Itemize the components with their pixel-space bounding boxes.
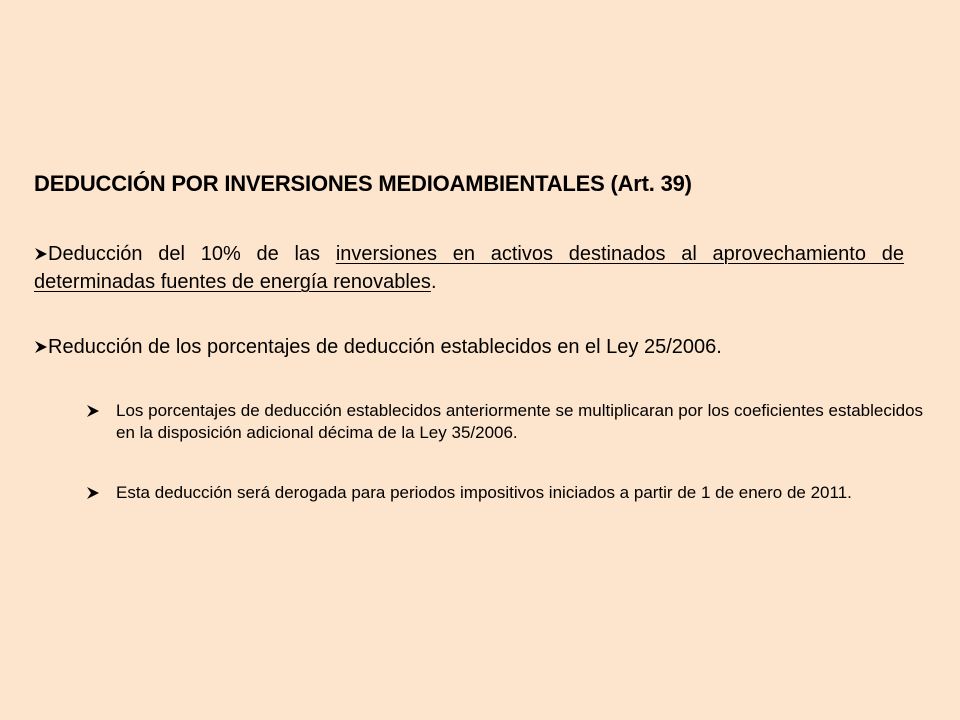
bullet-text: Reducción de los porcentajes de deducción establecidos en el Ley 25/2006. bbox=[48, 336, 722, 358]
bullet-text-underlined: inversiones en activos destinados al aprovechamiento de determinadas fuentes de energía renovables bbox=[34, 243, 904, 293]
subbullet-item-coefficients bbox=[86, 400, 931, 444]
bullet-item-reduction bbox=[34, 333, 904, 361]
subbullet-text: Esta deducción será derogada para periodos impositivos iniciados a partir de 1 de enero de 2011. bbox=[116, 483, 852, 502]
arrow-bullet-icon bbox=[34, 247, 48, 261]
subbullet-item-derogation bbox=[86, 482, 931, 504]
bullet-text-prefix: Deducción del 10% de las bbox=[48, 243, 336, 265]
subbullet-text: Los porcentajes de deducción establecidos anteriormente se multiplicaran por los coeficientes establecidos en la disposición adicional décima de la Ley 35/2006. bbox=[116, 401, 924, 442]
arrow-bullet-icon bbox=[86, 486, 100, 500]
page-title: DEDUCCIÓN POR INVERSIONES MEDIOAMBIENTALES (Art. 39) bbox=[34, 171, 692, 196]
arrow-bullet-icon bbox=[86, 404, 100, 418]
bullet-item-deduction bbox=[34, 240, 904, 296]
bullet-text-suffix: . bbox=[430, 271, 437, 293]
arrow-bullet-icon bbox=[34, 340, 48, 354]
